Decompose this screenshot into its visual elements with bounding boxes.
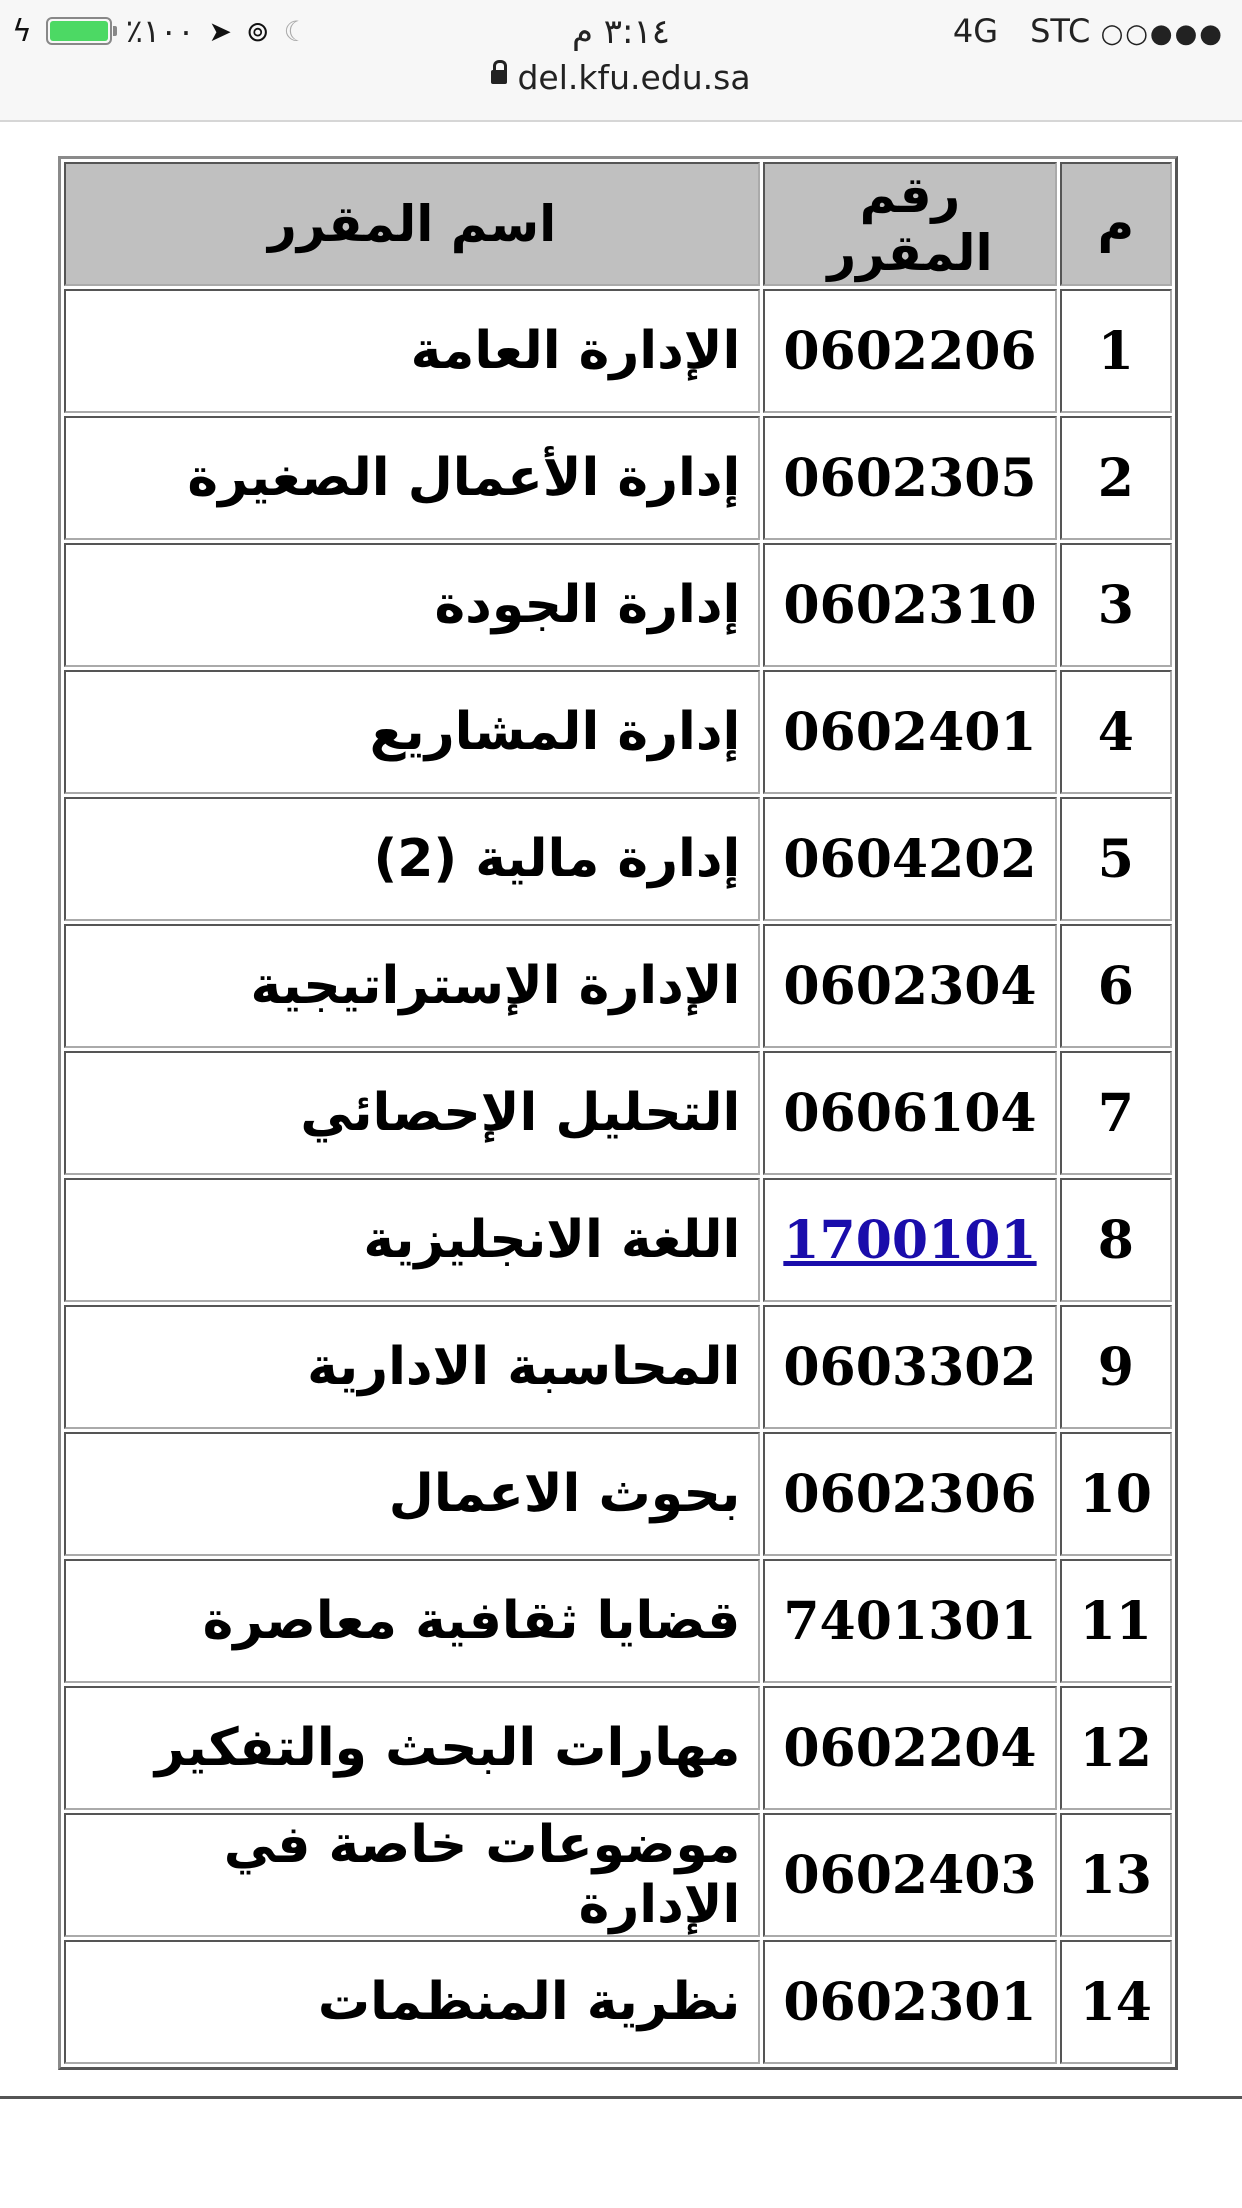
row-number: 7: [1060, 1051, 1172, 1175]
course-code-cell: 0602206: [763, 289, 1056, 413]
course-name-cell: المحاسبة الادارية: [64, 1305, 760, 1429]
course-name-cell: موضوعات خاصة في الإدارة: [64, 1813, 760, 1937]
header-course-code: رقم المقرر: [763, 162, 1056, 286]
header-num: م: [1060, 162, 1172, 286]
table-row: [64, 1813, 1172, 1937]
table-row: [64, 1305, 1172, 1429]
row-number: 10: [1060, 1432, 1172, 1556]
course-name-cell: الإدارة العامة: [64, 289, 760, 413]
charging-bolt-icon: ϟ: [12, 13, 32, 49]
status-time: ٣:١٤ م: [571, 12, 671, 52]
row-number: 4: [1060, 670, 1172, 794]
network-type: 4G: [952, 12, 999, 50]
course-name-cell: التحليل الإحصائي: [64, 1051, 760, 1175]
row-number: 8: [1060, 1178, 1172, 1302]
table-row: [64, 1559, 1172, 1683]
row-number: 2: [1060, 416, 1172, 540]
table-row: [64, 797, 1172, 921]
course-code-cell: 0602204: [763, 1686, 1056, 1810]
course-code-cell[interactable]: [763, 1178, 1056, 1302]
row-number: 14: [1060, 1940, 1172, 2064]
course-code-link[interactable]: 1700101: [783, 1209, 1037, 1271]
signal-strength-icon: ○○●●●: [1100, 19, 1224, 49]
row-number: 13: [1060, 1813, 1172, 1937]
page-divider: [0, 2096, 1242, 2099]
table-row: [64, 670, 1172, 794]
row-number: 5: [1060, 797, 1172, 921]
course-code-cell: 0602310: [763, 543, 1056, 667]
table-row: [64, 416, 1172, 540]
table-row: [64, 924, 1172, 1048]
table-row: [64, 1051, 1172, 1175]
course-name-cell: قضايا ثقافية معاصرة: [64, 1559, 760, 1683]
carrier-name: STC: [1030, 12, 1091, 50]
table-row: [64, 289, 1172, 413]
status-bar: [0, 0, 1242, 122]
course-name-cell: الإدارة الإستراتيجية: [64, 924, 760, 1048]
battery-percent: ٪١٠٠: [125, 12, 195, 50]
table-row: [64, 543, 1172, 667]
table-row: [64, 1432, 1172, 1556]
course-code-cell: 0602301: [763, 1940, 1056, 2064]
courses-table: [58, 156, 1178, 2070]
course-code-cell: 0606104: [763, 1051, 1056, 1175]
row-number: 3: [1060, 543, 1172, 667]
course-code-cell: 7401301: [763, 1559, 1056, 1683]
course-name-cell: إدارة المشاريع: [64, 670, 760, 794]
location-arrow-icon: ➤: [208, 14, 233, 48]
row-number: 12: [1060, 1686, 1172, 1810]
course-name-cell: بحوث الاعمال: [64, 1432, 760, 1556]
course-name-cell: إدارة مالية (2): [64, 797, 760, 921]
course-code-cell: 0602304: [763, 924, 1056, 1048]
lock-icon: [491, 70, 507, 84]
course-name-cell: إدارة الجودة: [64, 543, 760, 667]
row-number: 11: [1060, 1559, 1172, 1683]
address-bar[interactable]: [0, 58, 1242, 97]
course-name-cell: إدارة الأعمال الصغيرة: [64, 416, 760, 540]
course-code-cell: 0602305: [763, 416, 1056, 540]
courses-table-container: [58, 156, 1178, 2070]
table-row: [64, 1940, 1172, 2064]
table-row: [64, 1178, 1172, 1302]
rotation-lock-icon: ⊚: [246, 14, 270, 48]
course-code-cell: 0602403: [763, 1813, 1056, 1937]
url-text: del.kfu.edu.sa: [517, 58, 751, 97]
course-name-cell: اللغة الانجليزية: [64, 1178, 760, 1302]
course-code-cell: 0603302: [763, 1305, 1056, 1429]
header-course-name: اسم المقرر: [64, 162, 760, 286]
table-row: [64, 1686, 1172, 1810]
course-code-cell: 0602306: [763, 1432, 1056, 1556]
course-code-cell: 0604202: [763, 797, 1056, 921]
row-number: 1: [1060, 289, 1172, 413]
table-header-row: [64, 162, 1172, 286]
row-number: 6: [1060, 924, 1172, 1048]
row-number: 9: [1060, 1305, 1172, 1429]
course-name-cell: مهارات البحث والتفكير: [64, 1686, 760, 1810]
moon-icon: ☾: [283, 14, 309, 48]
course-code-cell: 0602401: [763, 670, 1056, 794]
course-name-cell: نظرية المنظمات: [64, 1940, 760, 2064]
status-right: [953, 12, 1224, 50]
